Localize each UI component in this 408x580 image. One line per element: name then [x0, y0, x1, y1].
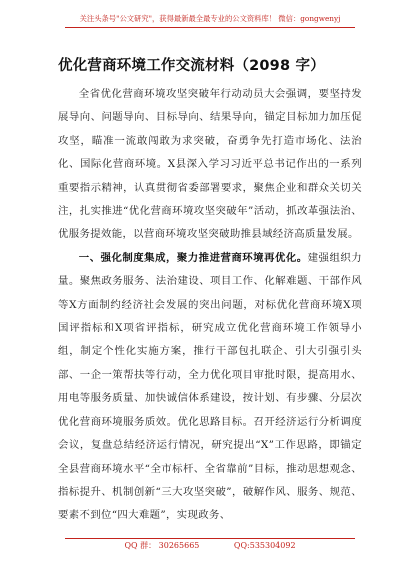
intro-paragraph	[58, 83, 362, 247]
footer-contact	[65, 538, 355, 553]
header-banner: 关注头条号"公文研究"，获得最新最全最专业的公文资料库！ 微信：gongwenyj	[65, 11, 355, 28]
intro-paragraph-text: 全省优化营商环境攻坚突破年行动动员大会强调，要坚持发展导向、问题导向、目标导向、结果导向，锚定目标加力加压促攻坚，瞄准一流敢闯敢为求突破，奋勇争先打造市场化、法治化、国际化营商环境。X县深入学习习近平总书记作出的一系列重要指示精神，认真贯彻省委部署要求，聚焦企业和群众关切关注，扎实推进“优化营商环境攻坚突破年”活动，抓改革强法治、优服务提效能，以营商环境攻坚突破助推县域经济高质量发展。	[58, 88, 362, 241]
section-heading: 一、强化制度集成，聚力推进营商环境再优化。	[78, 251, 308, 264]
qq-group: QQ 群： 30265665	[124, 541, 200, 550]
qq-number: QQ:535304092	[233, 541, 296, 550]
page-title: 优化营商环境工作交流材料（2098 字）	[58, 58, 325, 74]
section-one-paragraph	[58, 247, 362, 528]
document-body	[58, 83, 362, 528]
section-one-text: 建强组织力量。聚焦政务服务、法治建设、项目工作、化解难题、干部作风等X方面制约经济社会发展的突出问题，对标优化营商环境X项国评指标和X项省评指标，研究成立优化营商环境工作领导小组，制定个性化实施方案，推行干部包扎联企、引大引强引头部、一企一策帮扶等行动，全力优化项目审批时限，提高用水、用电等服务质量、加快诚信体系建设，按计划、有步骤、分层次优化营商环境服务质效。优化思路目标。召开经济运行分析调度会议，复盘总结经济运行情况，研究提出“X”工作思路，即锚定全县营商环境水平“全市标杆、全省靠前”目标，推动思想观念、指标提升、机制创新“三大攻坚突破”，破解作风、服务、规范、要素不到位“四大难题”，实现政务、	[58, 251, 362, 522]
